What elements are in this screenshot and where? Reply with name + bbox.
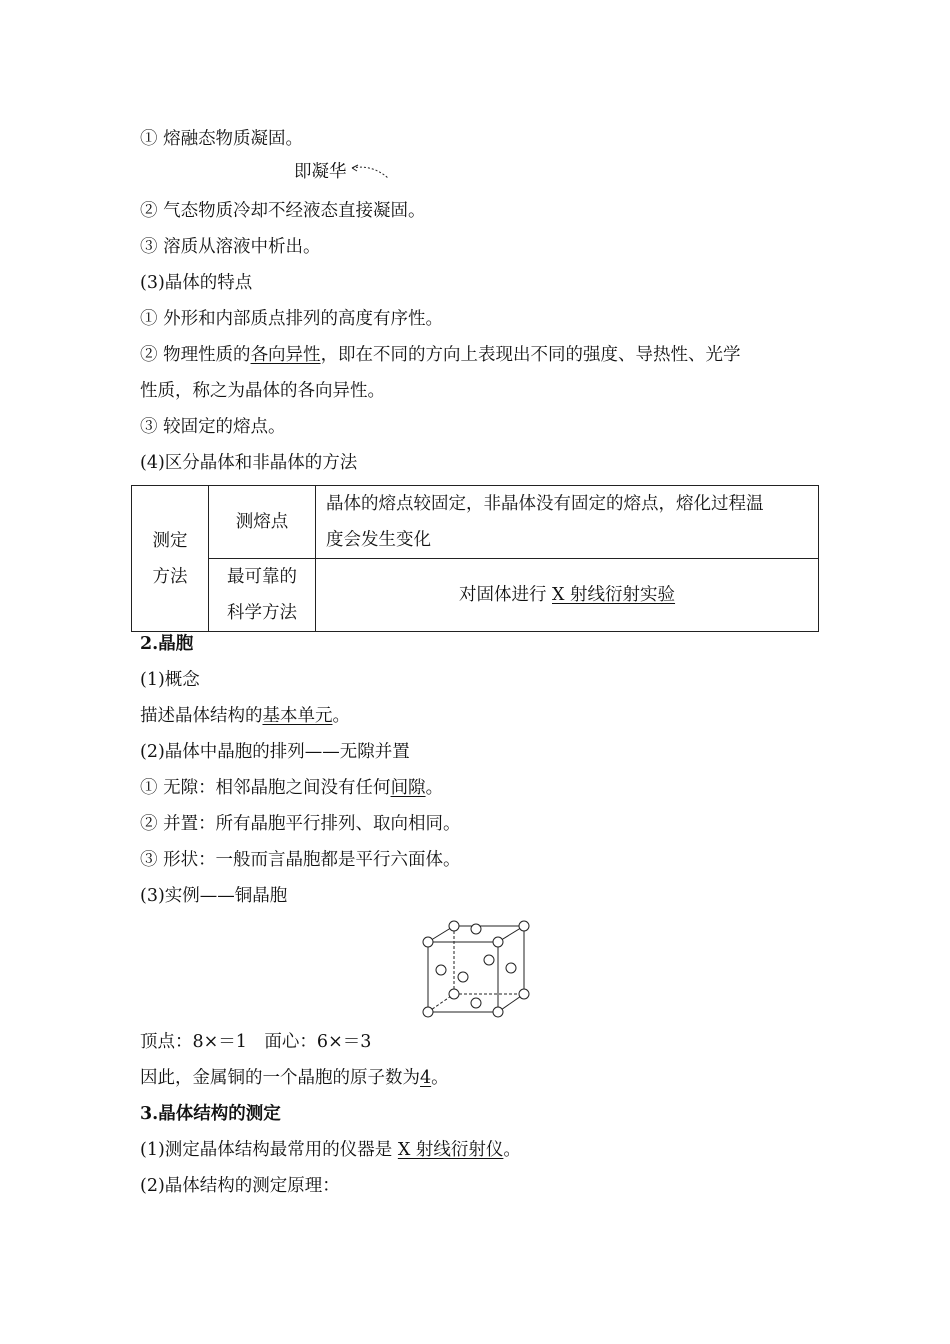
text-segment: ① 无隙：相邻晶胞之间没有任何 <box>140 778 391 798</box>
text-line-melting-point: ③ 较固定的熔点。 <box>140 417 286 437</box>
text-line-concept <box>140 704 350 728</box>
text-line-order: ① 外形和内部质点排列的高度有序性。 <box>140 309 444 329</box>
text-line-no-gap <box>140 776 443 800</box>
underlined-answer: 4 <box>420 1068 432 1088</box>
subheading-example: (3)实例——铜晶胞 <box>140 886 288 906</box>
text-segment: ，即在不同的方向上表现出不同的强度、导热性、光学 <box>320 345 741 365</box>
dashed-arrow-icon <box>348 160 394 184</box>
cell-text: 方法 <box>152 566 188 587</box>
table-row <box>132 559 819 632</box>
underlined-answer: 各向异性 <box>250 345 321 365</box>
cell-text: 最可靠的 <box>227 567 297 587</box>
text-segment: 描述晶体结构的 <box>140 706 263 726</box>
cell-text: 科学方法 <box>227 603 297 623</box>
copper-unit-cell-diagram <box>420 918 532 1018</box>
text-line-parallel: ② 并置：所有晶胞平行排列、取向相同。 <box>140 814 461 834</box>
subheading-arrangement: (2)晶体中晶胞的排列——无隙并置 <box>140 742 410 762</box>
text-line-melt-solidify: ① 熔融态物质凝固。 <box>140 129 304 149</box>
cell-text: 测定 <box>152 530 188 551</box>
text-line-atom-count: 顶点：8×＝1 面心：6×＝3 <box>140 1032 372 1052</box>
annotation-sublimation: 即凝华 <box>294 162 347 182</box>
cell-text: 晶体的熔点较固定，非晶体没有固定的熔点，熔化过程温 <box>326 494 764 514</box>
table-cell-desc <box>316 486 819 559</box>
table-cell-method: 测熔点 <box>209 486 316 559</box>
text-segment: (1)测定晶体结构最常用的仪器是 <box>140 1140 398 1160</box>
text-segment: 。 <box>431 1068 449 1088</box>
underlined-answer: 间隙 <box>390 778 426 798</box>
subheading-distinguish: (4)区分晶体和非晶体的方法 <box>140 453 358 473</box>
text-line-shape: ③ 形状：一般而言晶胞都是平行六面体。 <box>140 850 461 870</box>
text-line-principle: (2)晶体结构的测定原理： <box>140 1176 340 1196</box>
table-cell-group <box>132 486 209 632</box>
text-line-solute-precipitate: ③ 溶质从溶液中析出。 <box>140 237 321 257</box>
text-line-anisotropy <box>140 343 741 367</box>
cell-text: 对固体进行 <box>458 585 553 605</box>
text-line-result <box>140 1066 449 1090</box>
text-segment: 。 <box>332 706 350 726</box>
subheading-crystal-features: (3)晶体的特点 <box>140 273 253 293</box>
method-table <box>131 485 819 632</box>
cell-text: 度会发生变化 <box>326 530 431 550</box>
text-segment: ② 物理性质的 <box>140 345 251 365</box>
text-segment: 。 <box>503 1140 521 1160</box>
subheading-concept: (1)概念 <box>140 670 200 690</box>
underlined-answer: X 射线衍射实验 <box>552 585 676 605</box>
text-line-gas-solidify: ② 气态物质冷却不经液态直接凝固。 <box>140 201 426 221</box>
section-title-structure-measurement: 3.晶体结构的测定 <box>140 1104 281 1124</box>
table-cell-method <box>209 559 316 632</box>
text-segment: 。 <box>425 778 444 798</box>
underlined-answer: 基本单元 <box>262 706 333 726</box>
section-title-unit-cell: 2.晶胞 <box>140 634 194 654</box>
text-segment: 因此，金属铜的一个晶胞的原子数为 <box>140 1068 420 1088</box>
text-line-anisotropy-cont: 性质，称之为晶体的各向异性。 <box>140 381 385 401</box>
underlined-answer: X 射线衍射仪 <box>397 1140 504 1160</box>
table-cell-desc <box>316 559 819 632</box>
text-line-instrument <box>140 1138 521 1162</box>
table-row <box>132 486 819 559</box>
